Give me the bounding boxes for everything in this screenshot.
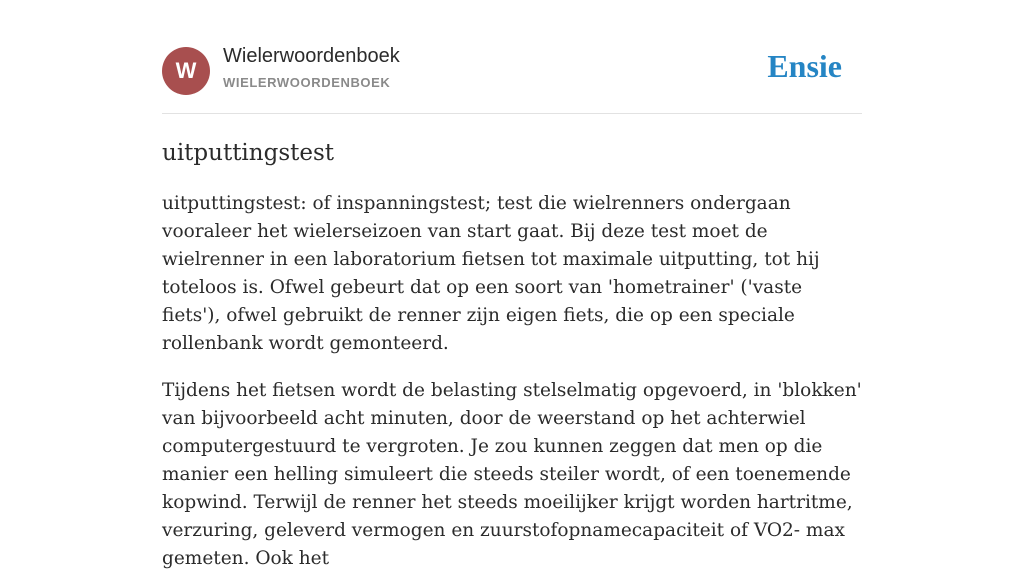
source-subtitle: WIELERWOORDENBOEK: [223, 75, 391, 90]
content-container: [162, 0, 862, 573]
definition-paragraph: Tijdens het fietsen wordt de belasting stelselmatig opgevoerd, in 'blokken' van bijvoorbeeld acht minuten, door de weerstand op het achterwiel computergestuurd te vergroten. Je zou kunnen zeggen dat men op die manier een helling simuleert die steeds steiler wordt, of een toenemende kopwind. Terwijl de renner het steeds moeilijker krijgt worden hartritme, verzuring, geleverd vermogen en zuurstofopnamecapaciteit of VO2- max gemeten. Ook het: [162, 380, 862, 569]
source-avatar[interactable]: W: [162, 47, 210, 95]
definition-paragraph: uitputtingstest: of inspanningstest; test die wielrenners ondergaan vooraleer het wielerseizoen van start gaat. Bij deze test moet de wielrenner in een laboratorium fietsen tot maximale uitputting, tot hij toteloos is. Ofwel gebeurt dat op een soort van 'hometrainer' ('vaste fiets'), ofwel gebruikt de renner zijn eigen fiets, die op een speciale rollenbank wordt gemonteerd.: [162, 193, 820, 354]
ensie-logo-link[interactable]: Ensie: [767, 48, 842, 84]
entry-header: [162, 0, 862, 114]
source-name-link[interactable]: Wielerwoordenboek: [223, 45, 400, 67]
page-title: uitputtingstest: [162, 140, 335, 166]
definition-body: [162, 190, 862, 573]
